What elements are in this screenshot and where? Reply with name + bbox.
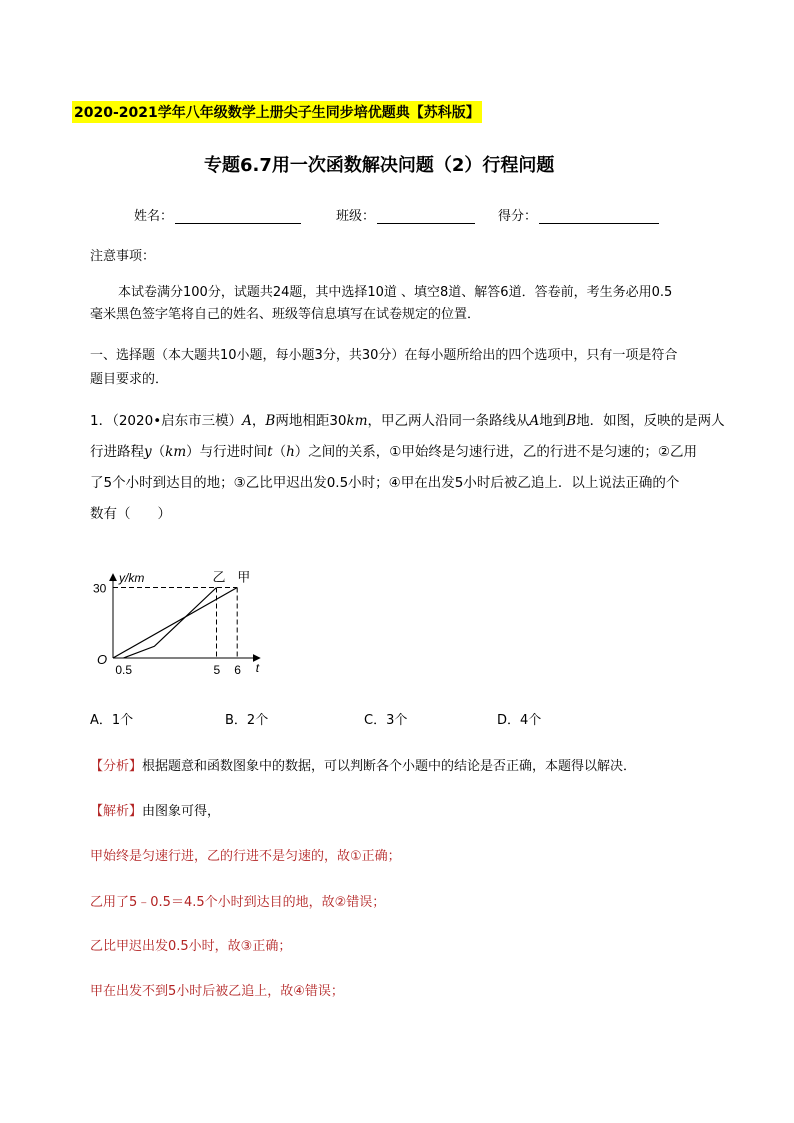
- name-field[interactable]: [134, 205, 301, 224]
- solution-text: 由图象可得，: [142, 804, 221, 819]
- class-field[interactable]: [336, 205, 475, 224]
- q-text: 两地相距30: [275, 413, 347, 429]
- notice-heading: 注意事项：: [90, 249, 156, 264]
- question-line-2: [90, 440, 697, 460]
- score-blank[interactable]: [539, 209, 659, 224]
- origin-label: O: [97, 652, 108, 667]
- series-header: 2020-2021学年八年级数学上册尖子生同步培优题典【苏科版】: [72, 101, 482, 123]
- q-var: B: [265, 413, 276, 429]
- distance-time-chart: [88, 540, 288, 680]
- class-blank[interactable]: [377, 209, 475, 224]
- section-line-1: 一、选择题（本大题共10小题，每小题3分，共30分）在每小题所给出的四个选项中，只有一项是符合: [90, 348, 678, 363]
- y-axis-label: y/km: [119, 571, 145, 586]
- option-d[interactable]: D．4个: [497, 713, 542, 728]
- solution-step-4: 甲在出发不到5小时后被乙追上，故④错误；: [90, 984, 344, 999]
- x-axis-label: t: [255, 661, 260, 675]
- analysis-label: 【分析】: [90, 759, 143, 774]
- q-text: 地．如图，反映的是两人: [576, 413, 725, 429]
- q-var: A: [529, 413, 540, 429]
- notice-line-2: 毫米黑色签字笔将自己的姓名、班级等信息填写在试卷规定的位置．: [90, 307, 481, 322]
- question-line-1: [90, 409, 725, 429]
- q-var: y: [144, 444, 152, 460]
- y-tick-label: 30: [93, 581, 107, 596]
- x-tick-label: 5: [213, 663, 221, 677]
- q-var: B: [566, 413, 577, 429]
- q-text: 地到: [539, 413, 567, 429]
- analysis-text: 根据题意和函数图象中的数据，可以判断各个小题中的结论是否正确，本题得以解决．: [142, 759, 637, 774]
- q-text: ）与行进时间: [186, 444, 268, 460]
- q-unit: km: [346, 413, 368, 429]
- name-blank[interactable]: [175, 209, 301, 224]
- q-var: t: [267, 444, 273, 460]
- solution-step-2: 乙用了5﹣0.5＝4.5个小时到达目的地，故②错误；: [90, 895, 386, 910]
- analysis-line: [90, 755, 636, 774]
- solution-line: [90, 800, 220, 819]
- q-unit: km: [165, 444, 187, 460]
- class-label: 班级：: [336, 209, 376, 224]
- question-line-3: 了5个小时到达目的地；③乙比甲迟出发0.5小时；④甲在出发5小时后被乙追上．以上说法正确的个: [90, 475, 680, 491]
- name-label: 姓名：: [134, 209, 174, 224]
- q-text: （: [272, 444, 287, 460]
- page-title: 专题6.7用一次函数解决问题（2）行程问题: [204, 155, 555, 176]
- series-yi-line: [123, 588, 216, 659]
- series-yi-label: 乙: [212, 569, 226, 585]
- q-text: ）之间的关系，①甲始终是匀速行进，乙的行进不是匀速的；②乙用: [294, 444, 697, 460]
- q-text: ，: [251, 413, 266, 429]
- solution-step-1: 甲始终是匀速行进，乙的行进不是匀速的，故①正确；: [90, 849, 401, 864]
- q-text: 行进路程: [90, 444, 144, 460]
- option-c[interactable]: C．3个: [364, 713, 408, 728]
- option-b[interactable]: B．2个: [225, 713, 269, 728]
- x-tick-label: 0.5: [115, 663, 133, 677]
- q-text: ，甲乙两人沿同一条路线从: [367, 413, 530, 429]
- notice-line-1: 本试卷满分100分，试题共24题，其中选择10道 、填空8道、解答6道．答卷前，考生务必用0.5: [118, 285, 673, 300]
- score-label: 得分：: [498, 209, 538, 224]
- series-jia-label: 甲: [237, 569, 251, 585]
- solution-step-3: 乙比甲迟出发0.5小时，故③正确；: [90, 939, 292, 954]
- q-text: 1．（2020•启东市三模）: [90, 413, 243, 429]
- section-line-2: 题目要求的．: [90, 372, 169, 387]
- solution-label: 【解析】: [90, 804, 143, 819]
- q-unit: h: [286, 444, 295, 460]
- series-jia-line: [113, 588, 237, 659]
- score-field[interactable]: [498, 205, 659, 224]
- x-tick-label: 6: [234, 663, 241, 677]
- q-text: （: [151, 444, 166, 460]
- question-line-4: 数有（ ）: [90, 506, 171, 522]
- option-a[interactable]: A．1个: [90, 713, 134, 728]
- q-var: A: [242, 413, 252, 429]
